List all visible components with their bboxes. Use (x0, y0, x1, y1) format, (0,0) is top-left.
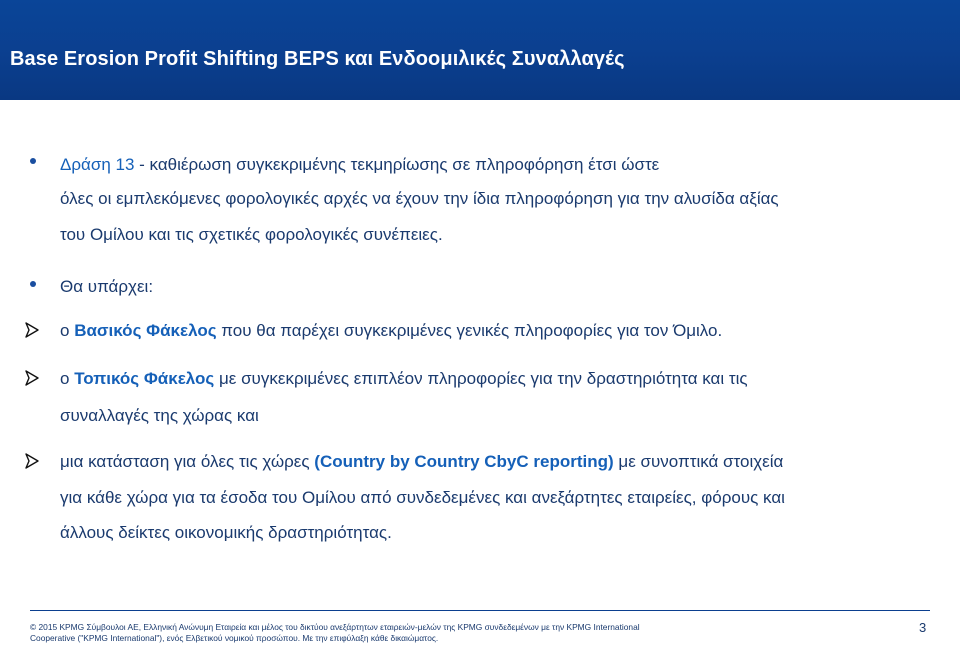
slide-title: Base Erosion Profit Shifting BEPS και Ενδοομιλικές Συναλλαγές (10, 48, 625, 70)
bullet-dot-icon (30, 158, 36, 164)
bullet1-line1: Δράση 13 - καθιέρωση συγκεκριμένης τεκμηρίωσης σε πληροφόρηση έτσι ώστε (60, 155, 660, 174)
arrow2-line1: ο Τοπικός Φάκελος με συγκεκριμένες επιπλέον πληροφορίες για την δραστηριότητα και τις (60, 369, 748, 388)
footer-divider (30, 610, 930, 611)
bullet-dot-icon (30, 281, 36, 287)
arrow3-line2: για κάθε χώρα για τα έσοδα του Ομίλου από συνδεδεμένες και ανεξάρτητες εταιρείες, φόρους και (60, 488, 785, 507)
arrow-right-icon (24, 453, 40, 469)
arrow1-line1: ο Βασικός Φάκελος που θα παρέχει συγκεκριμένες γενικές πληροφορίες για τον Όμιλο. (60, 321, 723, 340)
local-file-label: Τοπικός Φάκελος (74, 369, 215, 388)
footer-copyright-line2: Cooperative ("KPMG International"), ενός Ελβετικού νομικού προσώπου. Με την επιφύλαξη κάθε δικαιώματος. (30, 633, 439, 643)
arrow-right-icon (24, 370, 40, 386)
arrow3-line3: άλλους δείκτες οικονομικής δραστηριότητας. (60, 523, 392, 542)
bullet1-line3: του Ομίλου και τις σχετικές φορολογικές συνέπειες. (60, 225, 443, 244)
page-number: 3 (919, 620, 927, 635)
action-13-label: Δράση 13 (60, 155, 135, 174)
footer-copyright-line1: © 2015 KPMG Σύμβουλοι ΑΕ, Ελληνική Ανώνυμη Εταιρεία και μέλος του δικτύου ανεξάρτητων εταιρειών-μελών της KPMG συνδεδεμένων με την KPMG International (30, 622, 640, 632)
arrow-right-icon (24, 322, 40, 338)
bullet1-line2: όλες οι εμπλεκόμενες φορολογικές αρχές να έχουν την ίδια πληροφόρηση για την αλυσίδα αξίας (60, 189, 779, 208)
title-bar (0, 0, 960, 100)
cbyc-reporting-label: (Country by Country CbyC reporting) (314, 452, 614, 471)
bullet2-text: Θα υπάρχει: (60, 277, 154, 296)
master-file-label: Βασικός Φάκελος (74, 321, 217, 340)
arrow2-line2: συναλλαγές της χώρας και (60, 406, 259, 425)
arrow3-line1: μια κατάσταση για όλες τις χώρες (Country by Country CbyC reporting) με συνοπτικά στοιχεία (60, 452, 784, 471)
